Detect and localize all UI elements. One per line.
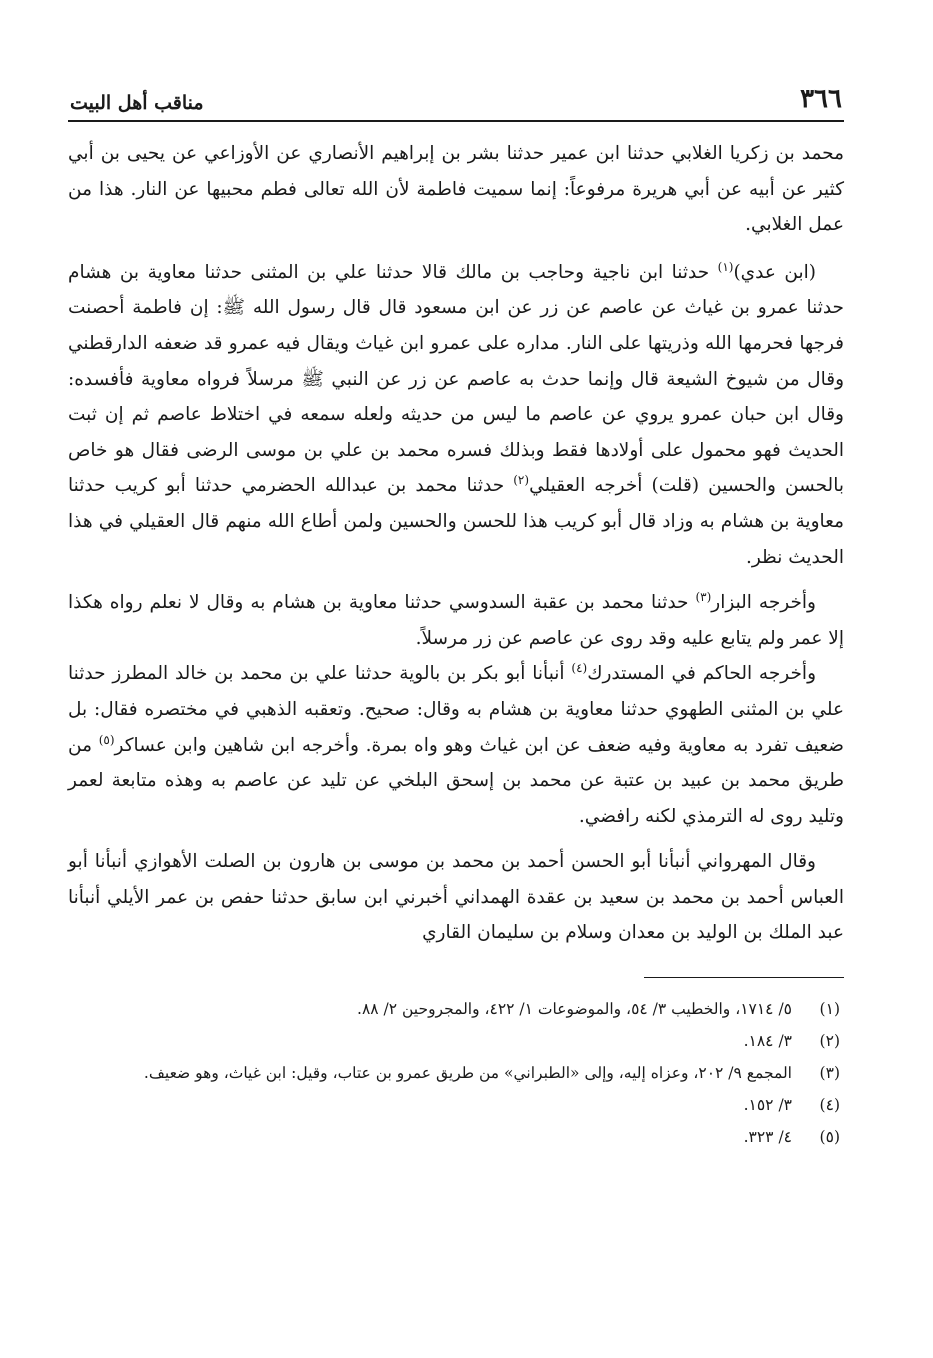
paragraph — [68, 656, 844, 834]
paragraph-text: وأخرجه البزار — [711, 592, 816, 614]
footnote-number: (٣) — [819, 1064, 840, 1083]
footnote-marker: (٥) — [98, 732, 115, 747]
paragraph — [68, 844, 844, 951]
footnote-marker: (٣) — [695, 589, 712, 604]
footnote — [68, 1028, 844, 1054]
book-page — [68, 78, 844, 1156]
footnote-number: (٥) — [819, 1128, 840, 1147]
paragraph-text: حدثنا محمد بن عبدالله الحضرمي حدثنا أبو كريب حدثنا معاوية بن هشام به وزاد قال أبو كريب هذا للحسن والحسين ولمن أطاع الله منهم قال العقيلي في هذا الحديث نظر. — [68, 475, 844, 568]
footnote-marker: (٢) — [513, 473, 530, 488]
paragraph-text: حدثنا محمد بن عقبة السدوسي حدثنا معاوية بن هشام به وقال لا نعلم رواه هكذا إلا عمر ولم يتابع عليه وقد روى عن عاصم عن زر مرسلاً. — [68, 592, 844, 649]
page-body — [68, 136, 844, 951]
footnote-text: ٥/ ١٧١٤، والخطيب ٣/ ٥٤، والموضوعات ١/ ٤٢٢، والمجروحين ٢/ ٨٨. — [357, 1000, 792, 1019]
footnote-text: ٣/ ١٥٢. — [743, 1096, 792, 1115]
footnote-text: ٤/ ٣٢٣. — [743, 1128, 792, 1147]
paragraph-text: من طريق محمد بن عبيد بن عتبة عن محمد بن إسحق البلخي عن تليد عن عاصم به وهذه متابعة لعمر وتليد روى له الترمذي لكنه رافضي. — [68, 734, 844, 827]
paragraph-text: (ابن عدي) — [733, 261, 816, 283]
footnote — [68, 1092, 844, 1118]
paragraph-text: أنبأنا أبو بكر بن بالوية حدثنا علي بن محمد بن خالد المطرز حدثنا علي بن المثنى الطهوي حدثنا معاوية بن هشام به وقال: صحيح. وتعقبه الذهبي في مختصره فقال: بل ضعيف تفرد به معاوية وفيه ضعف عن ابن غياث وهو واه بمرة. وأخرجه ابن شاهين وابن عساكر — [68, 663, 844, 756]
footnote-marker: (٤) — [571, 661, 588, 676]
footnote-text: ٣/ ١٨٤. — [743, 1032, 792, 1051]
paragraph — [68, 585, 844, 656]
running-title: مناقب أهل البيت — [70, 92, 204, 114]
footnote-text: المجمع ٩/ ٢٠٢، وعزاه إليه، وإلى «الطبراني» من طريق عمرو بن عتاب، وقيل: ابن غياث، وهو ضعيف. — [143, 1064, 792, 1083]
paragraph-text: محمد بن زكريا الغلابي حدثنا ابن عمير حدثنا بشر بن إبراهيم الأنصاري عن الأوزاعي عن يحيى بن أبي كثير عن أبيه عن أبي هريرة مرفوعاً: إنما سميت فاطمة لأن الله تعالى فطم محبيها عن النار. هذا من عمل الغلابي. — [68, 143, 844, 236]
paragraph-text: حدثنا ابن ناجية وحاجب بن مالك قالا حدثنا علي بن المثنى حدثنا معاوية بن هشام حدثنا عمرو بن غياث عن عاصم عن زر عن ابن مسعود قال قال رسول الله ﷺ: إن فاطمة أحصنت فرجها فحرمها الله وذريتها على النار. مداره على عمرو ابن غياث ويقال فيه عمرو قد ضعفه الدارقطني وقال من شيوخ الشيعة قال وإنما حدث به عاصم عن زر عن النبي ﷺ مرسلاً فرواه معاوية فأفسده: وقال ابن حبان عمرو يروي عن عاصم ما ليس من حديثه ولعله سمعه في اختلاط عاصم ثم إن ثبت الحديث فهو محمول على أولادها فقط وبذلك فسره محمد بن علي بن موسى الرضى فقال هو خاص بالحسن والحسين (قلت) أخرجه العقيلي — [68, 261, 844, 497]
paragraph-text: وقال المهرواني أنبأنا أبو الحسن أحمد بن محمد بن موسى بن هارون بن الصلت الأهوازي أنبأنا أبو العباس أحمد بن محمد بن سعيد بن عقدة الهمداني أخبرني ابن سابق حدثنا حفص بن عمر الأيلي أنبأنا عبد الملك بن الوليد بن معدان وسلام بن سليمان القاري — [68, 851, 844, 944]
page-header — [68, 78, 844, 122]
footnote — [68, 1060, 844, 1086]
paragraph-text: وأخرجه الحاكم في المستدرك — [587, 663, 817, 685]
footnote-number: (٤) — [819, 1096, 840, 1115]
paragraph — [68, 136, 844, 243]
footnotes — [68, 996, 844, 1150]
footnote-marker: (١) — [717, 259, 734, 274]
footnote — [68, 1124, 844, 1150]
footnote-separator — [644, 977, 844, 978]
page-number: ٣٦٦ — [800, 84, 842, 114]
footnote — [68, 996, 844, 1022]
footnote-number: (٢) — [819, 1032, 840, 1051]
paragraph — [68, 255, 844, 575]
footnote-number: (١) — [819, 1000, 840, 1019]
